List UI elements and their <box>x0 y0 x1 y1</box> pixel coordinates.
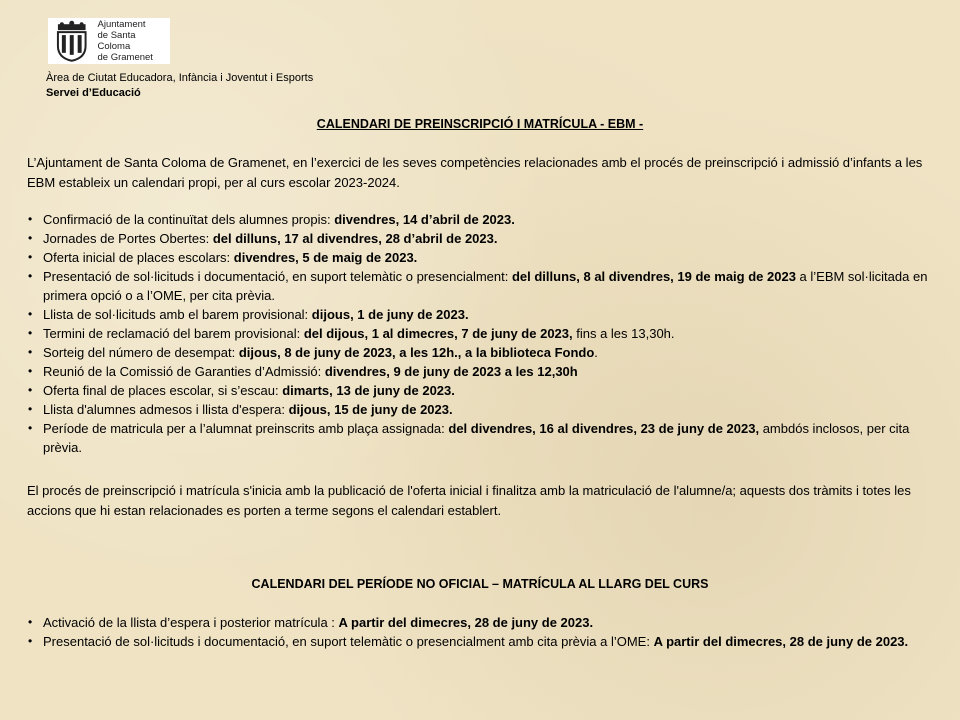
logo-line: de Gramenet <box>97 52 153 63</box>
item-suffix: . <box>594 345 598 360</box>
item-date: divendres, 5 de maig de 2023. <box>233 250 418 265</box>
item-text: Llista d'alumnes admesos i llista d'espera: <box>43 402 289 417</box>
section1-title: CALENDARI DE PREINSCRIPCIÓ I MATRÍCULA - EBM - <box>316 117 644 131</box>
list-item <box>27 613 932 632</box>
item-text: Reunió de la Comissió de Garanties d’Admissió: <box>43 364 325 379</box>
list-item <box>27 324 932 343</box>
item-text: Termini de reclamació del barem provisional: <box>43 326 304 341</box>
item-suffix: ambdós inclosos, per cita prèvia. <box>43 421 910 455</box>
list-item <box>27 229 932 248</box>
intro-paragraph: L’Ajuntament de Santa Coloma de Gramenet, en l’exercici de les seves competències relacionades amb el procés de preinscripció i admissió d’infants a les EBM estableix un calendari propi, per al curs escolar 2023-2024. <box>27 155 923 190</box>
item-date: dijous, 1 de juny de 2023. <box>311 307 469 322</box>
list-item <box>27 248 932 267</box>
list-item <box>27 343 932 362</box>
list-item <box>27 267 932 305</box>
item-text: Presentació de sol·licituds i documentació, en suport telemàtic o presencialment: <box>43 269 512 284</box>
list-item <box>27 210 932 229</box>
item-text: Llista de sol·licituds amb el barem provisional: <box>43 307 312 322</box>
item-text: Presentació de sol·licituds i documentació, en suport telemàtic o presencialment amb cita prèvia a l’OME: <box>43 634 654 649</box>
section2-title: CALENDARI DEL PERÍODE NO OFICIAL – MATRÍCULA AL LLARG DEL CURS <box>251 577 709 591</box>
non-official-list <box>27 613 932 651</box>
calendar-list <box>27 210 932 457</box>
item-date: A partir del dimecres, 28 de juny de 2023. <box>653 634 909 649</box>
item-text: Sorteig del número de desempat: <box>43 345 239 360</box>
item-suffix: fins a les 13,30h. <box>572 326 675 341</box>
item-date: dijous, 15 de juny de 2023. <box>288 402 453 417</box>
department-service: Servei d’Educació <box>46 87 141 99</box>
item-date: dijous, 8 de juny de 2023, a les 12h., a la biblioteca Fondo <box>238 345 595 360</box>
item-text: Jornades de Portes Obertes: <box>43 231 213 246</box>
item-date: divendres, 14 d’abril de 2023. <box>334 212 515 227</box>
item-text: Confirmació de la continuïtat dels alumnes propis: <box>43 212 335 227</box>
item-text: Període de matricula per a l’alumnat preinscrits amb plaça assignada: <box>43 421 449 436</box>
item-suffix: a l’EBM sol·licitada en primera opció o a l’OME, per cita prèvia. <box>43 269 928 303</box>
item-date: del dilluns, 17 al divendres, 28 d’abril de 2023. <box>212 231 498 246</box>
item-date: divendres, 9 de juny de 2023 a les 12,30h <box>324 364 578 379</box>
item-date: del dilluns, 8 al divendres, 19 de maig de 2023 <box>511 269 796 284</box>
city-council-logo <box>48 18 170 64</box>
item-date: del dijous, 1 al dimecres, 7 de juny de 2023, <box>303 326 573 341</box>
department-area: Àrea de Ciutat Educadora, Infància i Joventut i Esports <box>46 72 314 84</box>
logo-line: de Santa Coloma <box>97 30 136 52</box>
item-text: Activació de la llista d’espera i posterior matrícula : <box>43 615 339 630</box>
item-text: Oferta final de places escolar, si s’escau: <box>43 383 283 398</box>
list-item <box>27 381 932 400</box>
list-item <box>27 632 932 651</box>
list-item <box>27 362 932 381</box>
list-item <box>27 419 932 457</box>
list-item <box>27 305 932 324</box>
coat-of-arms-icon <box>52 20 92 62</box>
department-header <box>46 71 313 101</box>
item-date: del divendres, 16 al divendres, 23 de juny de 2023, <box>448 421 760 436</box>
logo-text <box>98 19 171 63</box>
closing-paragraph: El procés de preinscripció i matrícula s'inicia amb la publicació de l'oferta inicial i finalitza amb la matriculació de l'alumne/a; aquests dos tràmits i totes les accions que hi estan relacionades es porten a terme segons el calendari establert. <box>27 483 911 518</box>
item-date: dimarts, 13 de juny de 2023. <box>282 383 455 398</box>
item-date: A partir del dimecres, 28 de juny de 2023. <box>338 615 594 630</box>
item-text: Oferta inicial de places escolars: <box>43 250 234 265</box>
list-item <box>27 400 932 419</box>
logo-line: Ajuntament <box>97 19 146 30</box>
